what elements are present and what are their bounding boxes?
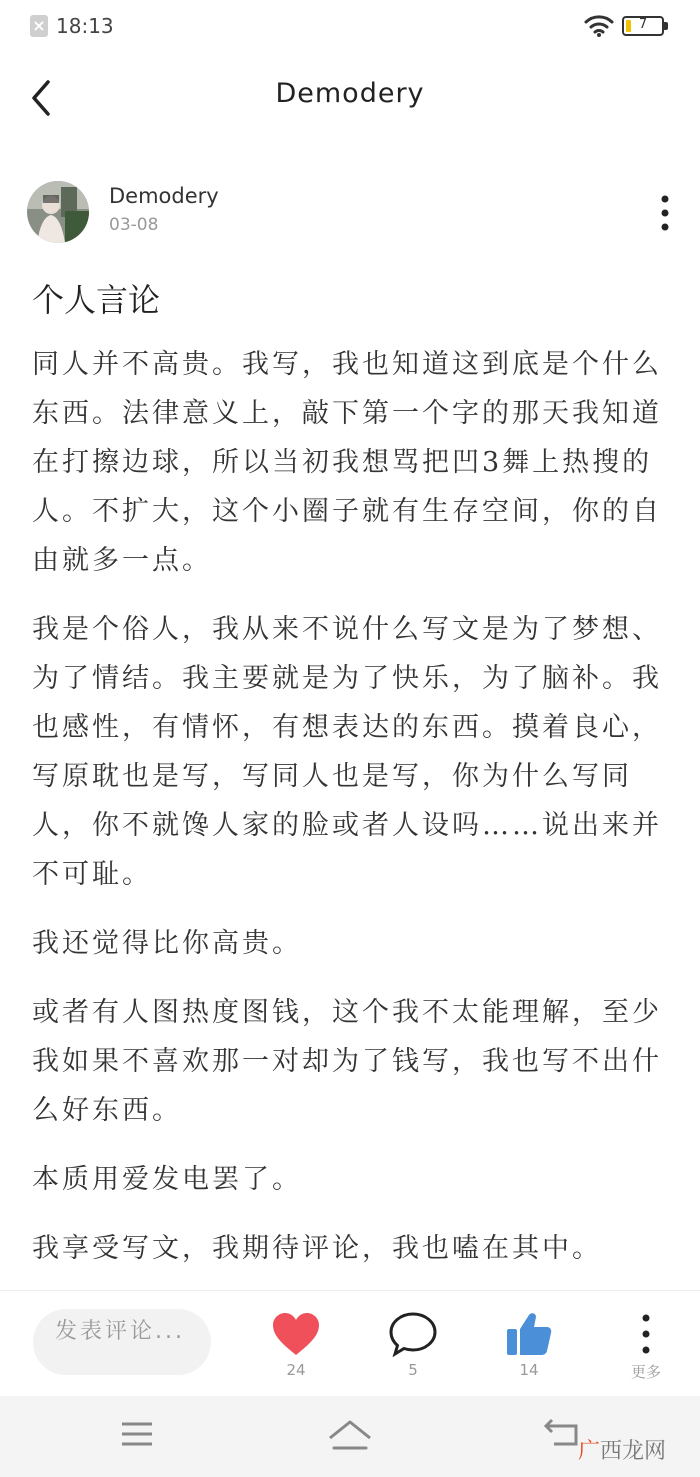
author-row: [0, 178, 700, 248]
thumbs-up-count: 14: [519, 1361, 539, 1379]
vertical-dots-icon: [650, 193, 680, 233]
comment-input[interactable]: 发表评论...: [33, 1309, 211, 1375]
author-name[interactable]: Demodery: [109, 184, 219, 208]
like-count: 24: [286, 1361, 306, 1379]
heart-icon: [271, 1311, 321, 1357]
more-label: 更多: [630, 1363, 661, 1381]
close-notification-icon: ×: [30, 15, 48, 37]
vertical-dots-icon: [621, 1311, 671, 1357]
like-button[interactable]: [261, 1311, 331, 1379]
thumbs-up-button[interactable]: [494, 1311, 564, 1379]
menu-icon: [118, 1414, 156, 1454]
home-nav-button[interactable]: [326, 1414, 374, 1458]
page-header: [0, 60, 700, 136]
paragraph: 或者有人图热度图钱，这个我不太能理解，至少我如果不喜欢那一对却为了钱写，我也写不出什么好东西。: [32, 997, 662, 1126]
comment-count: 5: [408, 1361, 418, 1379]
home-icon: [326, 1414, 374, 1454]
more-options-button[interactable]: [650, 193, 680, 233]
menu-nav-button[interactable]: [118, 1414, 156, 1458]
speech-bubble-icon: [388, 1311, 438, 1357]
paragraph: 我还觉得比你高贵。: [32, 928, 302, 959]
avatar-image: [27, 181, 89, 243]
paragraph: 我是个俗人，我从来不说什么写文是为了梦想、为了情结。我主要就是为了快乐，为了脑补。我也感性，有情怀，有想表达的东西。摸着良心，写原耽也是写，写同人也是写，你为什么写同人，你不就馋人家的脸或者人设吗……说出来并不可耻。: [32, 614, 662, 890]
wifi-icon: [584, 14, 614, 38]
paragraph: 我享受写文，我期待评论，我也嗑在其中。: [32, 1233, 602, 1264]
battery-level: 7: [638, 17, 648, 32]
watermark: 广西龙网: [578, 1439, 667, 1464]
more-button[interactable]: [611, 1311, 681, 1382]
paragraph: 本质用爱发电罢了。: [32, 1164, 302, 1195]
battery-icon: [622, 16, 664, 36]
post-date: 03-08: [109, 215, 159, 235]
status-time: 18:13: [56, 14, 114, 38]
post-title: 个人言论: [32, 281, 161, 319]
battery-cap: [664, 22, 668, 30]
thumbs-up-icon: [504, 1311, 554, 1357]
comment-button[interactable]: [378, 1311, 448, 1379]
post-content: [32, 340, 672, 1293]
bottom-action-bar: [0, 1290, 700, 1397]
avatar[interactable]: [27, 181, 89, 243]
paragraph: 同人并不高贵。我写，我也知道这到底是个什么东西。法律意义上，敲下第一个字的那天我知道在打擦边球，所以当初我想骂把凹3舞上热搜的人。不扩大，这个小圈子就有生存空间，你的自由就多一点。: [32, 349, 662, 576]
status-bar: [0, 0, 700, 54]
page-title: Demodery: [275, 78, 425, 109]
